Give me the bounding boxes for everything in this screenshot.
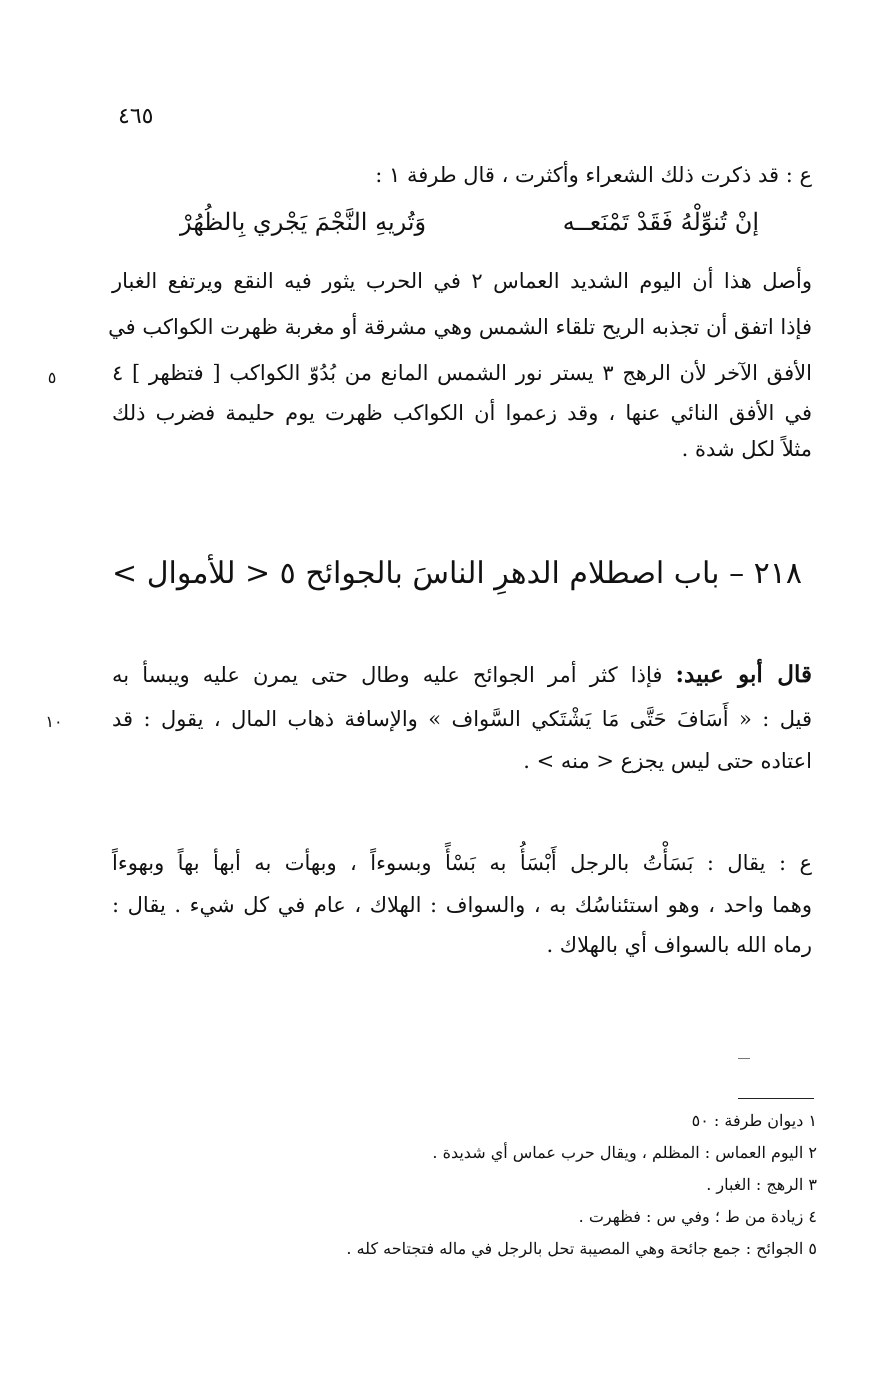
commentary-line: وأصل هذا أن اليوم الشديد العماس ٢ في الحرب يثور فيه النقع ويرتفع الغبار [112, 269, 812, 293]
line-number-marker: ١٠ [45, 712, 63, 731]
passage2-text: فإذا كثر أمر الجوائح عليه وطال حتى يمرن عليه ويبسأ به [112, 663, 663, 687]
verse-hemistich-1: إنْ تُنوِّلْهُ فَقَدْ تَمْنَعــه [562, 208, 759, 236]
stray-mark [738, 1058, 750, 1059]
commentary-line: مثلاً لكل شدة . [681, 437, 812, 461]
passage1-line: ع : قد ذكرت ذلك الشعراء وأكثرت ، قال طرفة ١ : [375, 163, 812, 187]
page-number: ٤٦٥ [118, 104, 154, 129]
footnote-item: ١ ديوان طرفة : ٥٠ [691, 1111, 817, 1130]
commentary-line: الأفق الآخر لأن الرهج ٣ يستر نور الشمس المانع من بُدُوّ الكواكب [ فتظهر ] ٤ [112, 361, 812, 385]
passage3-line: ع : يقال : بَسَأْتُ بالرجل أَبْسَأُ به بَسْأً وبسوءاً ، وبهأت به أبهأ بهاً وبهوءاً [112, 851, 812, 875]
commentary-line: فإذا اتفق أن تجذبه الريح تلقاء الشمس وهي مشرقة أو مغربة ظهرت الكواكب في [108, 315, 812, 339]
footnote-item: ٣ الرهج : الغبار . [706, 1175, 817, 1194]
passage3-line: وهما واحد ، وهو استئناسُك به ، والسواف : الهلاك ، عام في كل شيء . يقال : [112, 893, 812, 917]
passage3-line: رماه الله بالسواف أي بالهلاك . [546, 933, 812, 957]
footnote-item: ٤ زيادة من ط ؛ وفي س : فظهرت . [578, 1207, 817, 1226]
verse-hemistich-2: وَتُريهِ النَّجْمَ يَجْري بِالظُهُرْ [180, 208, 427, 236]
footnote-separator [738, 1098, 814, 1099]
passage2-line: قيل : « أَسَافَ حَتَّى مَا يَشْتَكي السَّواف » والإسافة ذهاب المال ، يقول : قد [112, 707, 812, 731]
passage2-first-line [112, 660, 812, 690]
passage2-line: اعتاده حتى ليس يجزع < منه > . [523, 749, 812, 773]
commentary-line: في الأفق النائي عنها ، وقد زعموا أن الكواكب ظهرت يوم حليمة فضرب ذلك [112, 401, 812, 425]
footnote-item: ٢ اليوم العماس : المظلم ، ويقال حرب عماس أي شديدة . [432, 1143, 817, 1162]
footnote-item: ٥ الجوائح : جمع جائحة وهي المصيبة تحل بالرجل في ماله فتجتاحه كله . [346, 1239, 817, 1258]
chapter-heading: ٢١٨ – باب اصطلام الدهرِ الناسَ بالجوائح ٥ < للأموال > [112, 556, 802, 591]
speaker-name: قال أبو عبيد: [675, 661, 812, 688]
line-number-marker: ٥ [47, 368, 57, 387]
